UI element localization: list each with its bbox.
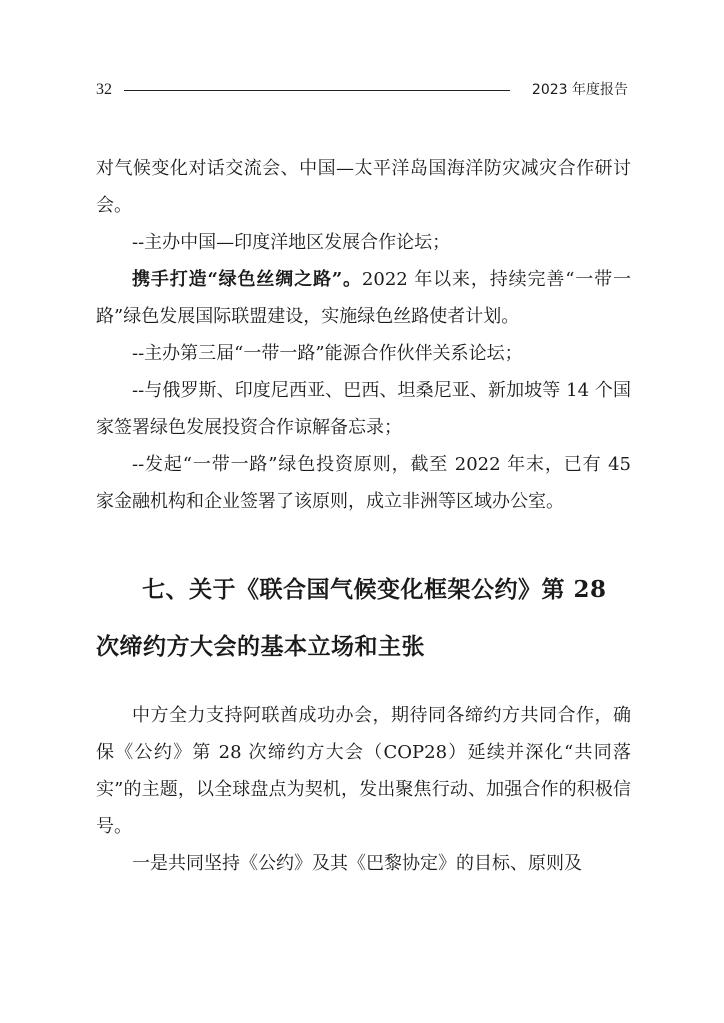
content-block-2: [96, 697, 631, 882]
header-rule: [124, 90, 510, 91]
report-title: 2023 年度报告: [531, 82, 628, 98]
list-item-investment-principles: --发起“一带一路”绿色投资原则，截至 2022 年末，已有 45 家金融机构和企业签署了该原则，成立非洲等区域办公室。: [96, 454, 631, 512]
section-heading: 七、关于《联合国气候变化框架公约》第 28 次缔约方大会的基本立场和主张: [96, 576, 607, 660]
list-item-energy-forum: --主办第三届“一带一路”能源合作伙伴关系论坛；: [132, 343, 523, 364]
list-item-mou: --与俄罗斯、印度尼西亚、巴西、坦桑尼亚、新加坡等 14 个国家签署绿色发展投资合作谅解备忘录；: [96, 380, 631, 438]
paragraph-lead-bold: 携手打造“绿色丝绸之路”。: [132, 269, 362, 290]
content-block-1: [96, 150, 631, 520]
paragraph-body: 2022 年以来，持续完善“一带一路”绿色发展国际联盟建设，实施绿色丝路使者计划。: [96, 269, 631, 327]
paragraph-green-silk-road: [96, 261, 631, 335]
page-header: [96, 80, 628, 102]
paragraph-continued: 对气候变化对话交流会、中国—太平洋岛国海洋防灾减灾合作研讨会。: [96, 158, 631, 216]
list-item-forum: --主办中国—印度洋地区发展合作论坛；: [132, 232, 451, 253]
paragraph-cop28: 中方全力支持阿联酋成功办会，期待同各缔约方共同合作，确保《公约》第 28 次缔约方大会（COP28）延续并深化“共同落实”的主题，以全球盘点为契机，发出聚焦行动、加强合作的积极信号。: [96, 705, 631, 837]
page-number: 32: [96, 81, 112, 98]
paragraph-first-point: 一是共同坚持《公约》及其《巴黎协定》的目标、原则及: [132, 853, 582, 874]
